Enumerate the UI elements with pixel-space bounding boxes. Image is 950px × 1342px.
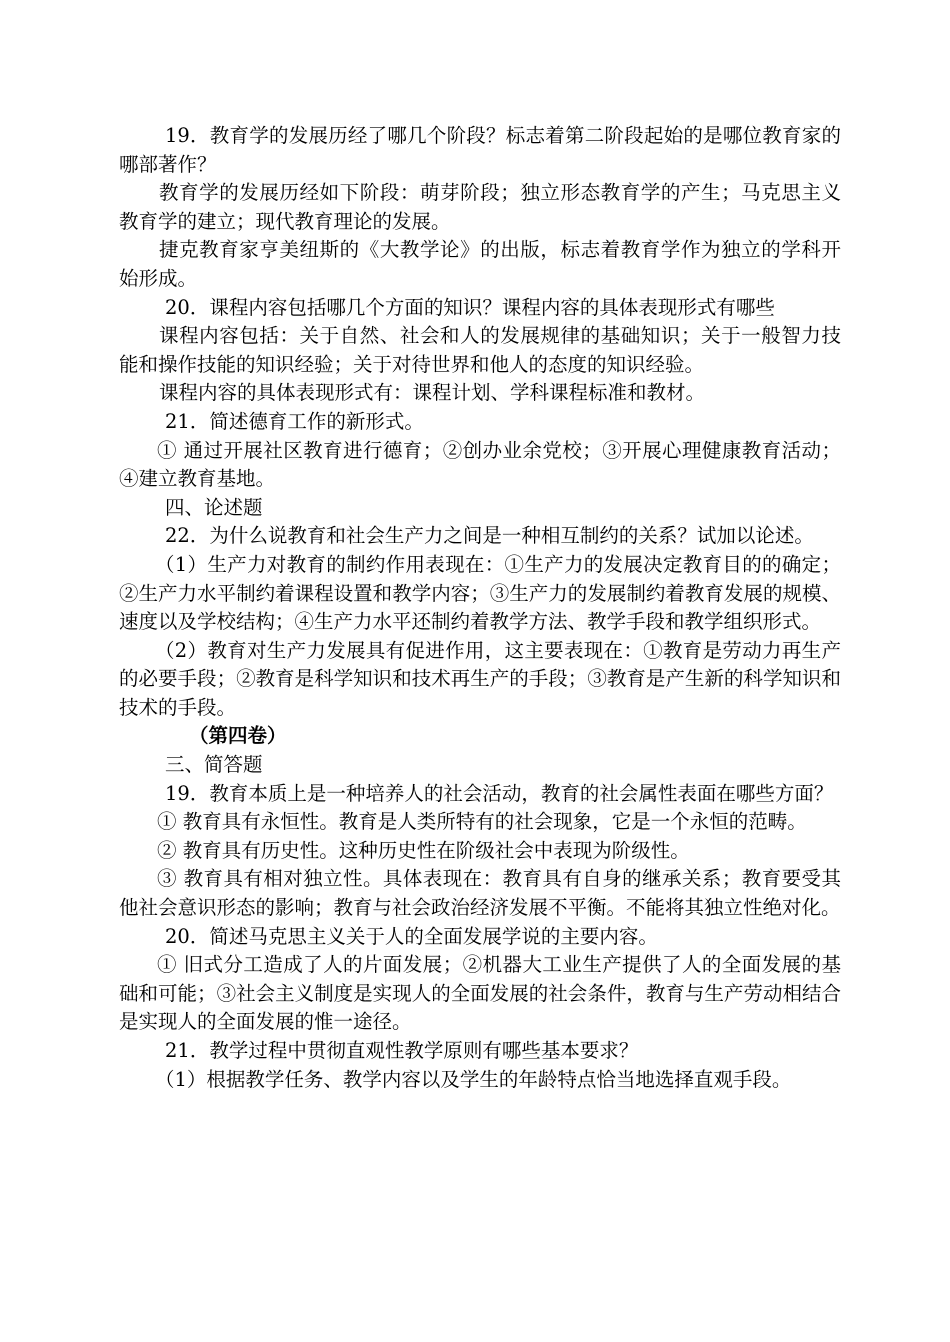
question-20-curriculum: 20．课程内容包括哪几个方面的知识？课程内容的具体表现形式有哪些 (165, 295, 775, 319)
answer-paragraph: ① 教育具有永恒性。教育是人类所特有的社会现象，它是一个永恒的范畴。 (157, 810, 807, 834)
answer-paragraph: 课程内容包括：关于自然、社会和人的发展规律的基础知识；关于一般智力技能和操作技能的知识经验；关于对待世界和他人的态度的知识经验。 (119, 324, 841, 376)
section-heading-essay: 四、论述题 (165, 495, 263, 519)
answer-paragraph: ③ 教育具有相对独立性。具体表现在：教育具有自身的继承关系；教育要受其他社会意识形态的影响；教育与社会政治经济发展不平衡。不能将其独立性绝对化。 (119, 867, 841, 920)
answer-paragraph: 课程内容的具体表现形式有：课程计划、学科课程标准和教材。 (159, 381, 706, 405)
answer-paragraph: ② 教育具有历史性。这种历史性在阶级社会中表现为阶级性。 (157, 838, 690, 862)
answer-paragraph: （1）生产力对教育的制约作用表现在：①生产力的发展决定教育目的的确定；②生产力水平制约着课程设置和教学内容；③生产力的发展制约着教育发展的规模、速度以及学校结构；④生产力水平还制约着教学方法、教学手段和教学组织形式。 (119, 552, 841, 634)
answer-paragraph: （2）教育对生产力发展具有促进作用，这主要表现在：①教育是劳动力再生产的必要手段；②教育是科学知识和技术再生产的手段；③教育是产生新的科学知识和技术的手段。 (119, 638, 841, 719)
answer-paragraph: ① 旧式分工造成了人的片面发展；②机器大工业生产提供了人的全面发展的基础和可能；③社会主义制度是实现人的全面发展的社会条件，教育与生产劳动相结合是实现人的全面发展的惟一途径。 (119, 953, 841, 1034)
answer-paragraph: （1）根据教学任务、教学内容以及学生的年龄特点恰当地选择直观手段。 (155, 1067, 792, 1091)
question-21-intuitive-teaching: 21．教学过程中贯彻直观性教学原则有哪些基本要求？ (165, 1039, 639, 1062)
question-19-stages: 19．教育学的发展历经了哪几个阶段？标志着第二阶段起始的是哪位教育家的哪部著作？ (119, 124, 841, 176)
answer-paragraph: 捷克教育家亨美纽斯的《大教学论》的出版，标志着教育学作为独立的学科开始形成。 (119, 238, 841, 290)
section-heading-short-answer: 三、简答题 (165, 753, 263, 777)
volume-heading: （第四卷） (189, 724, 287, 748)
question-21-moral-education: 21．简述德育工作的新形式。 (165, 409, 424, 433)
document-body (119, 122, 841, 1094)
question-19-social-attributes: 19．教育本质上是一种培养人的社会活动，教育的社会属性表面在哪些方面？ (165, 781, 834, 805)
answer-paragraph: 教育学的发展历经如下阶段：萌芽阶段；独立形态教育学的产生；马克思主义教育学的建立；现代教育理论的发展。 (119, 181, 841, 233)
answer-paragraph: ① 通过开展社区教育进行德育；②创办业余党校；③开展心理健康教育活动；④建立教育基地。 (119, 438, 841, 491)
question-22-productivity: 22．为什么说教育和社会生产力之间是一种相互制约的关系？试加以论述。 (165, 524, 814, 548)
question-20-marxism: 20．简述马克思主义关于人的全面发展学说的主要内容。 (165, 924, 658, 948)
